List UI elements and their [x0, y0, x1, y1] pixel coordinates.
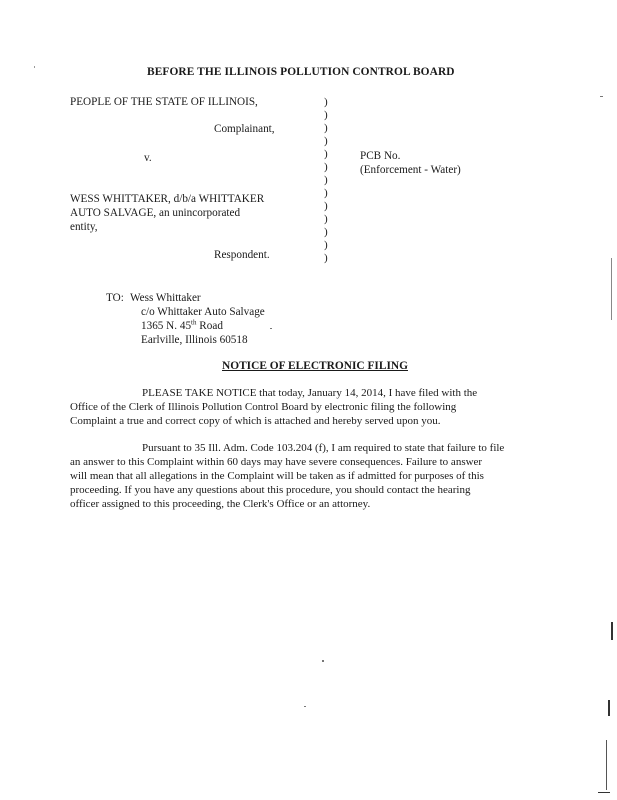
scan-speck — [270, 328, 272, 329]
caption-paren: ) — [324, 252, 328, 264]
caption-paren: ) — [324, 239, 328, 251]
caption-paren: ) — [324, 122, 328, 134]
addressee-name: Wess Whittaker — [130, 292, 201, 304]
street-suffix: Road — [196, 320, 223, 332]
caption-paren: ) — [324, 148, 328, 160]
paragraph-1-line: PLEASE TAKE NOTICE that today, January 14, 2014, I have filed with the — [142, 387, 478, 399]
scan-edge-mark — [598, 792, 610, 793]
defendant-line-3: entity, — [70, 221, 98, 233]
paragraph-2-line: Pursuant to 35 Ill. Adm. Code 103.204 (f), I am required to state that failure to file — [142, 442, 505, 454]
defendant-line-2: AUTO SALVAGE, an unincorporated — [70, 207, 241, 219]
to-label: TO: — [106, 292, 124, 304]
caption-paren: ) — [324, 213, 328, 225]
caption-paren: ) — [324, 135, 328, 147]
versus-label: v. — [144, 152, 152, 164]
scan-speck — [304, 706, 306, 707]
scan-speck — [34, 66, 35, 68]
notice-title: NOTICE OF ELECTRONIC FILING — [222, 360, 408, 372]
caption-paren: ) — [324, 109, 328, 121]
caption-paren: ) — [324, 200, 328, 212]
defendant-line-1: WESS WHITTAKER, d/b/a WHITTAKER — [70, 193, 265, 205]
case-number-label: PCB No. — [360, 150, 401, 162]
caption-paren: ) — [324, 161, 328, 173]
scan-edge-mark — [606, 740, 607, 790]
scan-edge-mark — [611, 258, 612, 320]
addressee-line-3 — [141, 320, 223, 333]
scan-edge-mark — [611, 622, 613, 640]
caption-paren: ) — [324, 96, 328, 108]
paragraph-1-line: Office of the Clerk of Illinois Pollution Control Board by electronic filing the following — [70, 401, 457, 413]
scan-speck — [600, 96, 603, 97]
caption-paren: ) — [324, 226, 328, 238]
addressee-line-4: Earlville, Illinois 60518 — [141, 334, 248, 346]
paragraph-2-line: an answer to this Complaint within 60 days may have severe consequences. Failure to answer — [70, 456, 483, 468]
street-number: 1365 N. 45 — [141, 320, 192, 332]
addressee-line-2: c/o Whittaker Auto Salvage — [141, 306, 265, 318]
paragraph-2-line: proceeding. If you have any questions about this procedure, you should contact the hearing — [70, 484, 471, 496]
document-heading: BEFORE THE ILLINOIS POLLUTION CONTROL BOARD — [147, 66, 455, 78]
caption-paren: ) — [324, 187, 328, 199]
plaintiff-role: Complainant, — [214, 123, 275, 135]
scan-edge-mark — [608, 700, 610, 716]
paragraph-2-line: officer assigned to this proceeding, the Clerk's Office or an attorney. — [70, 498, 371, 510]
paragraph-1-line: Complaint a true and correct copy of which is attached and hereby served upon you. — [70, 415, 441, 427]
ordinal-suffix: th — [191, 318, 197, 327]
case-type: (Enforcement - Water) — [360, 164, 461, 176]
paragraph-2-line: will mean that all allegations in the Complaint will be taken as if admitted for purposes of this — [70, 470, 484, 482]
defendant-role: Respondent. — [214, 249, 270, 261]
caption-parenthesis-column — [324, 96, 328, 265]
scan-speck — [322, 660, 324, 662]
plaintiff-name: PEOPLE OF THE STATE OF ILLINOIS, — [70, 96, 258, 108]
caption-paren: ) — [324, 174, 328, 186]
